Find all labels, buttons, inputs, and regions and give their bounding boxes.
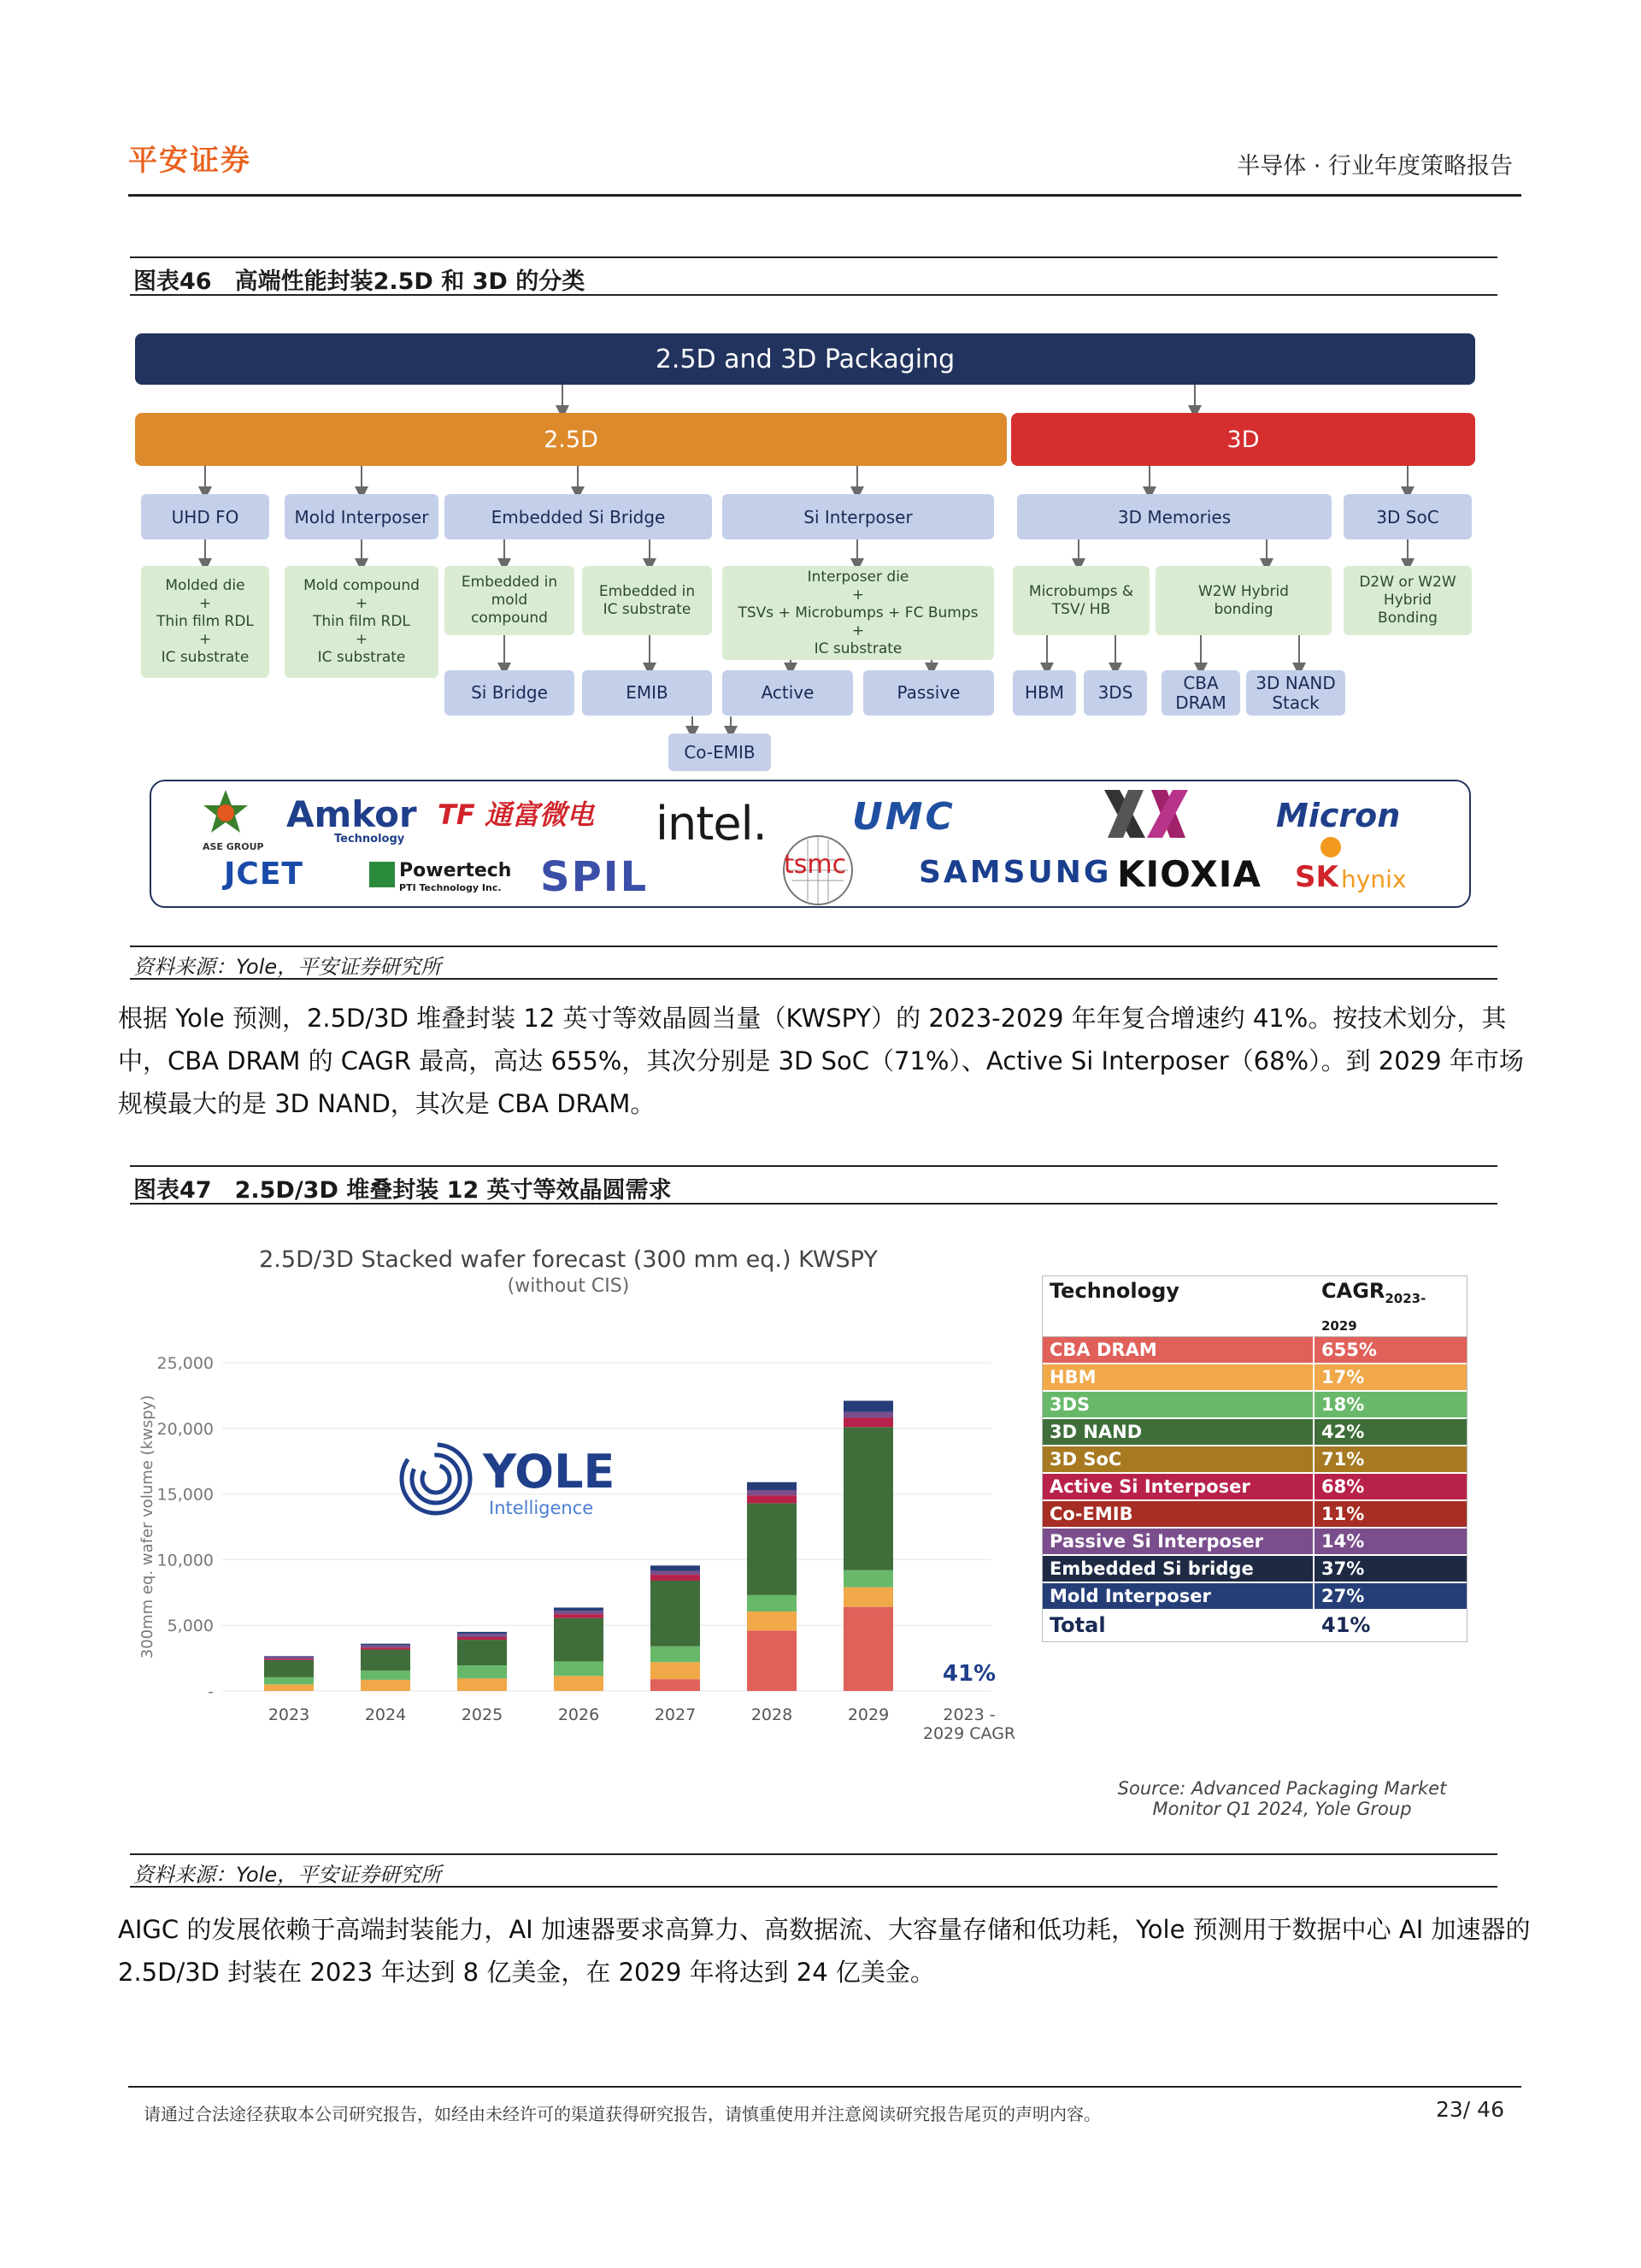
bar-segment	[554, 1607, 603, 1611]
bar-segment	[554, 1611, 603, 1614]
bar-segment	[457, 1637, 507, 1640]
cagr-row-tech: Passive Si Interposer	[1043, 1528, 1314, 1555]
sub-line: Embedded in	[598, 582, 696, 600]
sub-d2w	[1344, 566, 1472, 635]
sub-line: mold	[491, 592, 528, 609]
skhynix-logo-icon	[1318, 834, 1344, 860]
sub-line: Microbumps &	[1028, 582, 1134, 600]
bar-segment	[264, 1684, 314, 1691]
bar-segment	[457, 1665, 507, 1678]
cagr-row	[1043, 1473, 1467, 1500]
bar-segment	[650, 1662, 700, 1679]
cat-mold-interposer: Mold Interposer	[285, 494, 438, 539]
source-note-line: Source: Advanced Packaging Market	[1117, 1778, 1447, 1799]
cagr-row	[1043, 1528, 1467, 1555]
sub-line: D2W or W2W	[1359, 574, 1456, 591]
paragraph-cagr: 根据 Yole 预测，2.5D/3D 堆叠封装 12 英寸等效晶圆当量（KWSPY）的 2023-2029 年年复合增速约 41%。按技术划分，其中，CBA DRAM 的 CAGR 最高，高达 655%，其次分别是 3D SoC（71%）、Active Si Interposer（68%）。到 2029 年市场规模最大的是 3D NAND，其次是 CBA DRAM。	[118, 1004, 1524, 1118]
cagr-row-value: 17%	[1314, 1364, 1467, 1391]
y-tick-label: 15,000	[156, 1485, 214, 1505]
sub-line: Embedded in	[461, 574, 558, 591]
sub-line: Mold compound	[303, 577, 420, 594]
cagr-row-value: 42%	[1314, 1418, 1467, 1446]
leaf-3d-nand	[1246, 670, 1345, 716]
sub-line: Thin film RDL	[156, 613, 254, 630]
bar-segment	[554, 1676, 603, 1691]
header-cagr	[1314, 1276, 1467, 1336]
sub-line: IC substrate	[603, 600, 691, 618]
bar-segment	[264, 1658, 314, 1660]
cagr-row	[1043, 1555, 1467, 1582]
spil-logo: SPIL	[540, 853, 649, 901]
cagr-row-value: 37%	[1314, 1555, 1467, 1582]
leaf-si-bridge: Si Bridge	[444, 670, 574, 716]
footer-disclaimer: 请通过合法途径获取本公司研究报告，如经由未经许可的渠道获得研究报告，请慎重使用并注意阅读研究报告尾页的声明内容。	[144, 2104, 1101, 2124]
cagr-row-tech: 3DS	[1043, 1391, 1314, 1418]
cat-3d-soc: 3D SoC	[1344, 494, 1472, 539]
figure46-source: 资料来源：Yole，平安证券研究所	[133, 955, 442, 979]
sub-line: +	[198, 631, 212, 648]
intel-logo: intel.	[656, 797, 767, 851]
cagr-row-tech: HBM	[1043, 1364, 1314, 1391]
header-cagr-label: CAGR	[1321, 1279, 1385, 1303]
cagr-row-value: 27%	[1314, 1582, 1467, 1610]
yole-logo-icon	[393, 1436, 479, 1522]
bar-segment	[457, 1634, 507, 1637]
jcet-logo: JCET	[224, 857, 303, 892]
powertech-logo-sub: PTI Technology Inc.	[399, 882, 502, 893]
ase-logo-icon	[200, 788, 251, 839]
xmc-logo-icon	[1104, 790, 1190, 838]
sub-embedded-ic	[582, 566, 712, 635]
sub-line: +	[851, 586, 865, 604]
sub-w2w	[1156, 566, 1332, 635]
bar-segment	[747, 1611, 797, 1630]
amkor-logo: Amkor	[286, 793, 417, 835]
leaf-line: DRAM	[1175, 692, 1226, 713]
sub-mold	[285, 566, 438, 678]
page-number: 23/ 46	[1436, 2097, 1504, 2122]
source-note-line: Monitor Q1 2024, Yole Group	[1152, 1799, 1412, 1819]
amkor-logo-sub: Technology	[334, 833, 405, 845]
sub-line: bonding	[1214, 600, 1273, 618]
bar-segment	[361, 1644, 410, 1646]
bar-segment	[264, 1660, 314, 1677]
leaf-cba-dram	[1162, 670, 1240, 716]
bar-segment	[844, 1412, 893, 1418]
sub-line: Thin film RDL	[313, 613, 410, 630]
sub-line: +	[355, 631, 368, 648]
sub-line: compound	[471, 610, 548, 627]
x-tick-label: 2023 -	[943, 1705, 996, 1724]
sub-line: Hybrid	[1383, 592, 1432, 609]
sub-line: IC substrate	[317, 649, 406, 666]
x-tick-label: 2029 CAGR	[922, 1724, 1016, 1743]
cagr-row	[1043, 1446, 1467, 1473]
sub-embedded-mold	[444, 566, 574, 635]
cat-uhd-fo: UHD FO	[141, 494, 269, 539]
cagr-row-tech: Embedded Si bridge	[1043, 1555, 1314, 1582]
powertech-logo: Powertech	[399, 860, 512, 881]
skhynix-logo-hynix: hynix	[1341, 865, 1407, 893]
bar-segment	[747, 1490, 797, 1495]
cagr-total-label: 41%	[942, 1661, 997, 1687]
header-technology: Technology	[1043, 1276, 1314, 1336]
cagr-row-value: 11%	[1314, 1500, 1467, 1528]
bar-segment	[457, 1632, 507, 1634]
bar-segment	[554, 1614, 603, 1618]
cagr-row	[1043, 1364, 1467, 1391]
sub-line: TSVs + Microbumps + FC Bumps	[738, 604, 979, 621]
x-tick-label: 2023	[268, 1705, 310, 1724]
umc-logo: UMC	[852, 795, 956, 839]
bar-segment	[747, 1482, 797, 1490]
bar-segment	[457, 1640, 507, 1665]
tongfu-logo: TF 通富微电	[438, 798, 594, 831]
figure46-source-bar	[130, 945, 1497, 980]
bar-segment	[554, 1661, 603, 1676]
branch-3d-box: 3D	[1011, 413, 1475, 466]
cagr-total-label: Total	[1043, 1610, 1314, 1641]
yole-logo-sub: Intelligence	[489, 1498, 594, 1518]
sub-line: +	[851, 621, 865, 639]
bar-segment	[264, 1677, 314, 1684]
x-tick-label: 2026	[557, 1705, 600, 1724]
cagr-table	[1043, 1276, 1467, 1641]
x-tick-label: 2024	[364, 1705, 407, 1724]
bar-segment	[361, 1650, 410, 1671]
chart-source-note	[1077, 1778, 1487, 1819]
y-tick-label: 10,000	[156, 1551, 214, 1570]
vendor-logos-panel	[150, 780, 1471, 908]
figure47-title: 图表47 2.5D/3D 堆叠封装 12 英寸等效晶圆需求	[133, 1177, 672, 1204]
bar-segment	[650, 1679, 700, 1691]
bar-segment	[650, 1647, 700, 1662]
cagr-row-value: 655%	[1314, 1336, 1467, 1364]
kioxia-logo: KIOXIA	[1117, 853, 1262, 895]
leaf-emib: EMIB	[582, 670, 712, 716]
report-title: 半导体 · 行业年度策略报告	[1237, 153, 1513, 180]
leaf-line: 3D NAND	[1256, 672, 1336, 693]
sub-line: W2W Hybrid	[1198, 582, 1289, 600]
bar-segment	[361, 1645, 410, 1647]
x-tick-label: 2029	[847, 1705, 890, 1724]
bar-segment	[361, 1670, 410, 1680]
cat-si-interposer: Si Interposer	[722, 494, 994, 539]
cagr-row-tech: CBA DRAM	[1043, 1336, 1314, 1364]
bar-segment	[747, 1495, 797, 1503]
packaging-root-box: 2.5D and 3D Packaging	[135, 333, 1475, 385]
cat-3d-memories: 3D Memories	[1017, 494, 1332, 539]
bar-segment	[844, 1607, 893, 1691]
bar-segment	[264, 1657, 314, 1658]
sub-line: Interposer die	[807, 568, 909, 586]
cagr-row	[1043, 1391, 1467, 1418]
cagr-row-value: 71%	[1314, 1446, 1467, 1473]
sub-line: IC substrate	[814, 639, 903, 657]
leaf-line: CBA	[1183, 672, 1219, 693]
powertech-logo-icon	[369, 862, 395, 887]
bar-segment	[650, 1575, 700, 1581]
cagr-row-value: 14%	[1314, 1528, 1467, 1555]
bar-segment	[844, 1401, 893, 1412]
packaging-diagram	[0, 0, 1641, 940]
chart-subtitle: (without CIS)	[507, 1275, 630, 1297]
cagr-row-tech: 3D SoC	[1043, 1446, 1314, 1473]
bar-segment	[554, 1618, 603, 1662]
sub-line: +	[355, 595, 368, 612]
cagr-row-tech: 3D NAND	[1043, 1418, 1314, 1446]
bar-segment	[650, 1581, 700, 1647]
figure47-title-bar	[130, 1165, 1497, 1205]
yole-logo-name: YOLE	[483, 1445, 615, 1499]
cat-embedded-si-bridge: Embedded Si Bridge	[444, 494, 712, 539]
sub-line: Bonding	[1378, 610, 1438, 627]
bar-segment	[844, 1418, 893, 1428]
bar-segment	[844, 1427, 893, 1570]
leaf-hbm: HBM	[1013, 670, 1076, 716]
bar-segment	[361, 1647, 410, 1649]
figure46-title: 图表46 高端性能封装2.5D 和 3D 的分类	[133, 268, 585, 295]
figure47-source: 资料来源：Yole，平安证券研究所	[133, 1863, 442, 1887]
bar-segment	[361, 1680, 410, 1691]
sub-microbumps	[1013, 566, 1150, 635]
cagr-row-tech: Active Si Interposer	[1043, 1473, 1314, 1500]
x-tick-label: 2028	[750, 1705, 793, 1724]
leaf-3ds: 3DS	[1084, 670, 1147, 716]
paragraph-aigc: AIGC 的发展依赖于高端封装能力，AI 加速器要求高算力、高数据流、大容量存储和低功耗，Yole 预测用于数据中心 AI 加速器的 2.5D/3D 封装在 2023 年达到 8 亿美金，在 2029 年将达到 24 亿美金。	[118, 1915, 1531, 1987]
y-tick-label: 5,000	[167, 1617, 214, 1636]
cagr-table-header	[1043, 1276, 1467, 1336]
sub-line: IC substrate	[161, 649, 250, 666]
samsung-logo: SAMSUNG	[919, 855, 1112, 890]
cagr-row	[1043, 1336, 1467, 1364]
cagr-row-value: 18%	[1314, 1391, 1467, 1418]
cagr-row-tech: Mold Interposer	[1043, 1582, 1314, 1610]
leaf-line: Stack	[1272, 692, 1320, 713]
cagr-row-tech: Co-EMIB	[1043, 1500, 1314, 1528]
footer-rule	[128, 2086, 1521, 2088]
cagr-row-value: 68%	[1314, 1473, 1467, 1500]
sub-uhd-fo	[141, 566, 269, 678]
y-axis-label: 300mm eq. wafer volume (kwspy)	[138, 1394, 156, 1659]
leaf-active: Active	[722, 670, 853, 716]
y-tick-label: -	[208, 1682, 214, 1701]
bar-segment	[650, 1570, 700, 1575]
y-tick-label: 25,000	[156, 1354, 214, 1373]
bar-segment	[747, 1630, 797, 1691]
bar-segment	[844, 1570, 893, 1588]
ase-logo: ASE GROUP	[203, 841, 264, 852]
tsmc-logo: tsmc	[784, 850, 847, 880]
header-cagr-range: 2023-2029	[1321, 1290, 1426, 1334]
sub-si-interposer	[722, 566, 994, 660]
leaf-passive: Passive	[863, 670, 994, 716]
y-tick-label: 20,000	[156, 1419, 214, 1439]
x-tick-label: 2025	[461, 1705, 503, 1724]
branch-2-5d-box: 2.5D	[135, 413, 1007, 466]
bar-segment	[264, 1656, 314, 1657]
bar-segment	[747, 1595, 797, 1611]
cagr-total-row	[1043, 1610, 1467, 1641]
leaf-co-emib: Co-EMIB	[668, 733, 771, 771]
bar-segment	[650, 1565, 700, 1570]
cagr-row	[1043, 1500, 1467, 1528]
company-logo: 平安证券	[128, 144, 251, 178]
x-tick-label: 2027	[654, 1705, 697, 1724]
sub-line: TSV/ HB	[1051, 600, 1111, 618]
bar-segment	[747, 1503, 797, 1595]
bar-segment	[457, 1678, 507, 1691]
sub-line: Molded die	[165, 577, 245, 594]
cagr-row	[1043, 1418, 1467, 1446]
figure47-source-bar	[130, 1853, 1497, 1888]
bar-segment	[844, 1588, 893, 1607]
sub-line: +	[198, 595, 212, 612]
micron-logo: Micron	[1276, 797, 1401, 834]
cagr-row	[1043, 1582, 1467, 1610]
skhynix-logo-sk: SK	[1295, 860, 1338, 894]
cagr-total-value: 41%	[1314, 1610, 1467, 1641]
chart-title: 2.5D/3D Stacked wafer forecast (300 mm eq.) KWSPY	[259, 1246, 878, 1273]
